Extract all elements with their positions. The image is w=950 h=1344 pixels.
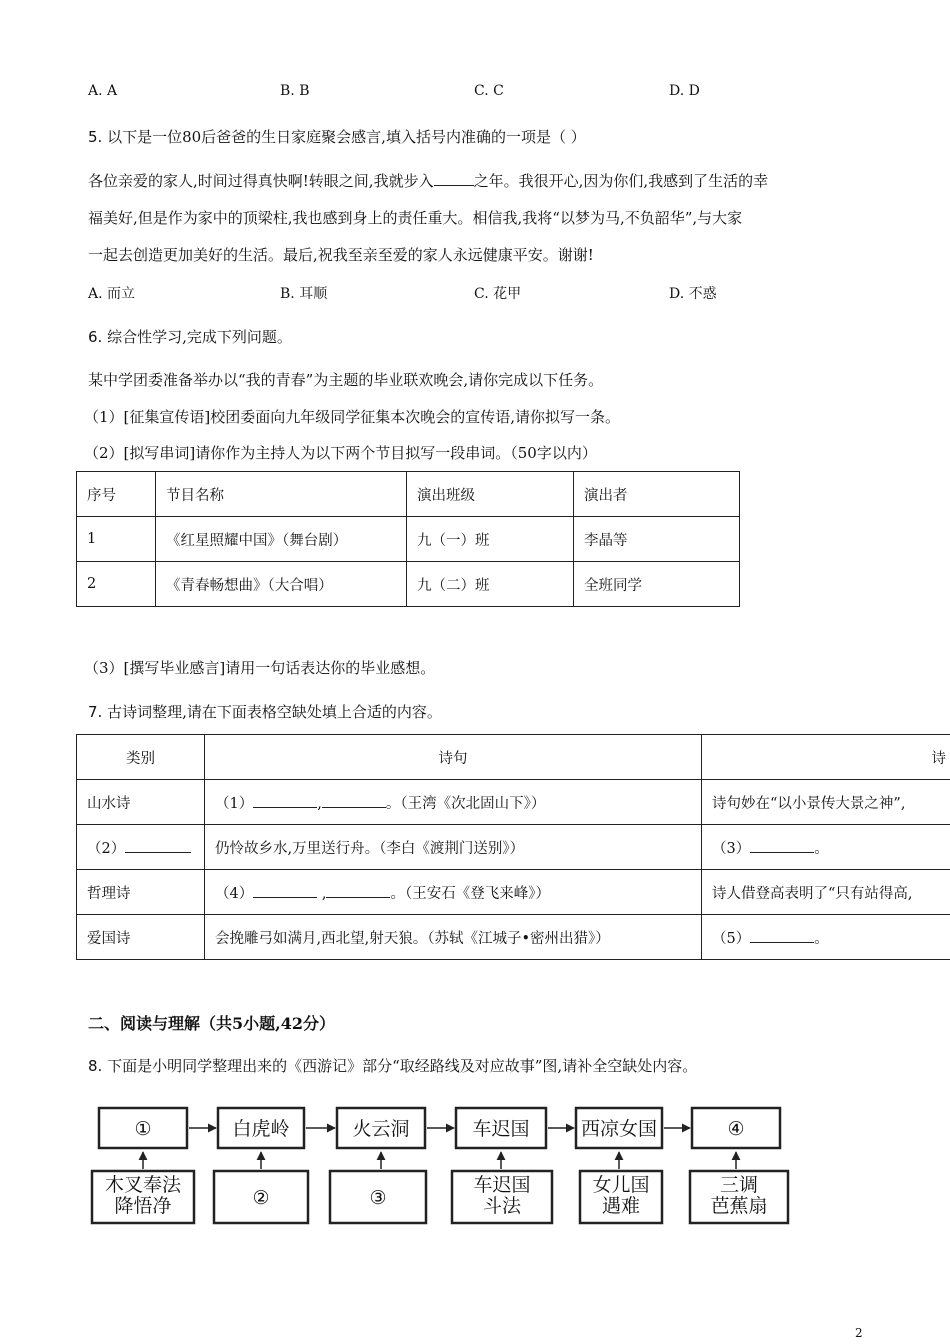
q6-stem: 综合性学习,完成下列问题。 xyxy=(107,328,292,346)
table-cell: 会挽雕弓如满月,西北望,射天狼。（苏轼《江城子•密州出猎》） xyxy=(205,915,702,960)
blank-label: （4） xyxy=(215,885,254,902)
table-header-cell: 类别 xyxy=(77,735,205,780)
q6-task-1: （1）[征集宣传语]校团委面向九年级同学征集本次晚会的宣传语,请你拟写一条。 xyxy=(84,408,621,426)
table-header-cell: 诗 xyxy=(702,735,950,780)
table-cell: 九（一）班 xyxy=(407,517,574,562)
table-cell: 《红星照耀中国》（舞台剧） xyxy=(156,517,407,562)
q4-option-d: D. D xyxy=(669,83,700,99)
q7-number: 7. xyxy=(88,703,103,721)
source-text: 。（王湾《次北固山下》） xyxy=(385,795,546,812)
q4-option-b: B. B xyxy=(280,83,310,99)
q5-option-d: D. 不惑 xyxy=(669,286,717,302)
q5-passage-text: 之年。我很开心,因为你们,我感到了生活的幸 xyxy=(473,172,769,190)
story-label: ③ xyxy=(369,1187,387,1209)
separator: 。 xyxy=(814,840,829,857)
blank-label: （2） xyxy=(87,840,126,857)
q5-passage-line-2: 福美好,但是作为家中的顶梁柱,我也感到身上的责任重大。相信我,我将“以梦为马,不负韶华”,与大家 xyxy=(88,209,743,227)
story-label: 三调 xyxy=(719,1174,759,1196)
route-label: ① xyxy=(134,1118,152,1140)
story-label: 遇难 xyxy=(601,1195,641,1217)
separator: 。 xyxy=(814,930,829,947)
table-header-cell: 演出班级 xyxy=(407,472,574,517)
table-header-cell: 诗句 xyxy=(205,735,702,780)
route-label: ④ xyxy=(727,1118,745,1140)
q5-option-a: A. 而立 xyxy=(88,286,136,302)
story-label: 木叉奉法 xyxy=(104,1174,182,1196)
q5-stem: 以下是一位80后爸爸的生日家庭聚会感言,填入括号内准确的一项是（ ） xyxy=(107,128,586,146)
table-cell: 李晶等 xyxy=(574,517,740,562)
q8-number: 8. xyxy=(88,1057,103,1075)
source-text: 。（王安石《登飞来峰》） xyxy=(390,885,550,902)
q6-task-2: （2）[拟写串词]请你作为主持人为以下两个节目拟写一段串词。（50字以内） xyxy=(84,444,597,462)
story-label: 车迟国 xyxy=(473,1174,531,1196)
story-label: ② xyxy=(252,1187,270,1209)
q5-number: 5. xyxy=(88,128,103,146)
route-label: 白虎岭 xyxy=(232,1118,290,1140)
q7-stem: 古诗词整理,请在下面表格空缺处填上合适的内容。 xyxy=(107,703,442,721)
table-cell: 九（二）班 xyxy=(407,562,574,607)
story-label: 降悟净 xyxy=(114,1195,172,1217)
separator: , xyxy=(317,795,322,812)
story-label: 芭蕉扇 xyxy=(710,1195,768,1217)
q5-passage-line-3: 一起去创造更加美好的生活。最后,祝我至亲至爱的家人永远健康平安。谢谢! xyxy=(88,246,594,264)
q8-stem: 下面是小明同学整理出来的《西游记》部分“取经路线及对应故事”图,请补全空缺处内容。 xyxy=(107,1057,698,1075)
q5-option-b: B. 耳顺 xyxy=(280,286,328,302)
route-label: 车迟国 xyxy=(472,1118,530,1140)
page-number: 2 xyxy=(855,1326,863,1340)
blank-label: （1） xyxy=(215,795,254,812)
table-cell: 《青春畅想曲》（大合唱） xyxy=(156,562,407,607)
q4-option-c: C. C xyxy=(474,83,504,99)
section-heading: 二、阅读与理解（共5小题,42分） xyxy=(88,1014,335,1033)
table-header-cell: 节目名称 xyxy=(156,472,407,517)
table-header-cell: 序号 xyxy=(77,472,156,517)
table-cell: 1 xyxy=(77,517,156,562)
table-cell: 2 xyxy=(77,562,156,607)
table-cell: 哲理诗 xyxy=(77,870,205,915)
story-label: 女儿国 xyxy=(592,1174,650,1196)
blank-label: （5） xyxy=(712,930,751,947)
q5-passage-text: 各位亲爱的家人,时间过得真快啊!转眼之间,我就步入 xyxy=(88,172,434,190)
table-cell: 诗句妙在“以小景传大景之神”, xyxy=(702,780,950,825)
table-cell: 诗人借登高表明了“只有站得高, xyxy=(702,870,950,915)
route-label: 火云洞 xyxy=(352,1118,410,1140)
q6-number: 6. xyxy=(88,328,103,346)
q4-option-a: A. A xyxy=(88,83,118,99)
blank-label: （3） xyxy=(712,840,751,857)
story-label: 斗法 xyxy=(482,1195,522,1217)
q6-task-3: （3）[撰写毕业感言]请用一句话表达你的毕业感想。 xyxy=(84,659,436,677)
separator: , xyxy=(317,885,327,902)
q6-intro: 某中学团委准备举办以“我的青春”为主题的毕业联欢晚会,请你完成以下任务。 xyxy=(88,371,604,389)
table-cell: 仍怜故乡水,万里送行舟。（李白《渡荆门送别》） xyxy=(205,825,702,870)
table-cell: 爱国诗 xyxy=(77,915,205,960)
route-label: 西凉女国 xyxy=(580,1118,658,1140)
q5-option-c: C. 花甲 xyxy=(474,286,522,302)
table-cell: 全班同学 xyxy=(574,562,740,607)
table-header-cell: 演出者 xyxy=(574,472,740,517)
table-cell: 山水诗 xyxy=(77,780,205,825)
